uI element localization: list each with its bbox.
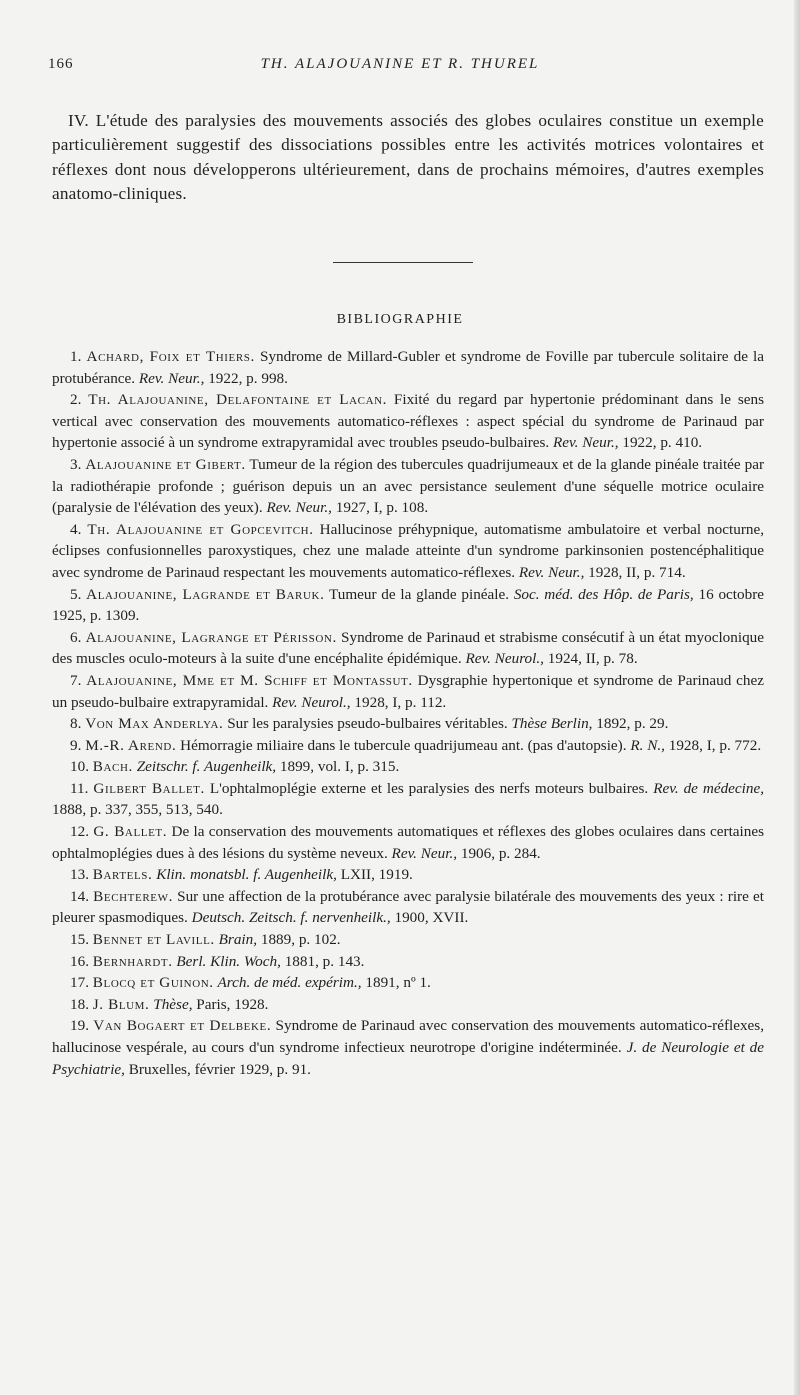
reference-item: 4. Th. Alajouanine et Gopcevitch. Hallucinose préhypnique, automatisme ambulatoire et verbal nocturne, éclipses confusionnelles paroxystiques, chez une malade atteinte d'un syndrome parkinsonien postencéphalitique avec syndrome de Parinaud respectant les mouvements automatico-réflexes. Rev. Neur., 1928, II, p. 714. (52, 520, 765, 581)
bibliography-list (52, 346, 764, 1080)
reference-item: 11. Gilbert Ballet. L'ophtalmoplégie externe et les paralysies des nerfs moteurs bulbaires. Rev. de médecine, 1888, p. 337, 355, 513, 540. (52, 779, 764, 819)
reference-item: 2. Th. Alajouanine, Delafontaine et Lacan. Fixité du regard par hypertonie prédominant dans le sens vertical avec conservation des mouvements automatico-réflexes : aspect spécial du syndrome de Parinaud par hypertonie associé à un syndrome extrapyramidal avec troubles pseudo-bulbaires. Rev. Neur., 1922, p. 410. (52, 391, 764, 452)
reference-item: 10. Bach. Zeitschr. f. Augenheilk, 1899, vol. I, p. 315. (70, 758, 400, 776)
reference-item: 5. Alajouanine, Lagrande et Baruk. Tumeur de la glande pinéale. Soc. méd. des Hôp. de Paris, 16 octobre 1925, p. 1309. (52, 585, 765, 625)
reference-item: 6. Alajouanine, Lagrange et Périsson. Syndrome de Parinaud et strabisme consécutif à un état myoclonique des muscles oculo-moteurs à la suite d'une encéphalite épidémique. Rev. Neurol., 1924, II, p. 78. (52, 628, 765, 668)
reference-item: 8. Von Max Anderlya. Sur les paralysies pseudo-bulbaires véritables. Thèse Berlin, 1892, p. 29. (70, 715, 669, 733)
reference-item: 15. Bennet et Lavill. Brain, 1889, p. 102. (70, 931, 341, 949)
reference-item: 13. Bartels. Klin. monatsbl. f. Augenheilk, LXII, 1919. (70, 866, 413, 884)
reference-item: 3. Alajouanine et Gibert. Tumeur de la région des tubercules quadrijumeaux et de la glande pinéale traitée par la radiothérapie profonde ; guérison depuis un an avec persistance seulement d'une séquelle motrice oculaire (paralysie de l'élévation des yeux). Rev. Neur., 1927, I, p. 108. (52, 455, 765, 517)
page-edge-shadow (794, 0, 800, 1395)
reference-item: 12. G. Ballet. De la conservation des mouvements automatiques et réflexes des globes oculaires dans certaines ophtalmoplégies dues à des lésions du système neveux. Rev. Neur., 1906, p. 284. (52, 823, 765, 862)
reference-item: 19. Van Bogaert et Delbeke. Syndrome de Parinaud avec conservation des mouvements automatico-réflexes, hallucinose vespérale, au cours d'un syndrome infectieux neurotrope d'origine indéterminée. J. de Neurologie et de Psychiatrie, Bruxelles, février 1929, p. 91. (52, 1017, 765, 1078)
section-divider (333, 262, 473, 263)
reference-item: 14. Bechterew. Sur une affection de la protubérance avec paralysie bilatérale des mouvements des yeux : rire et pleurer spasmodiques. Deutsch. Zeitsch. f. nervenheilk., 1900, XVII. (52, 887, 764, 927)
reference-item: 7. Alajouanine, Mme et M. Schiff et Montassut. Dysgraphie hypertonique et syndrome de Parinaud chez un pseudo-bulbaire extrapyramidal. Rev. Neurol., 1928, I, p. 112. (52, 671, 764, 711)
reference-item: 1. Achard, Foix et Thiers. Syndrome de Millard-Gubler et syndrome de Foville par tubercule solitaire de la protubérance. Rev. Neur., 1922, p. 998. (52, 348, 764, 387)
reference-item: 18. J. Blum. Thèse, Paris, 1928. (70, 995, 269, 1013)
intro-paragraph: IV. L'étude des paralysies des mouvements associés des globes oculaires constitue un exemple particulièrement suggestif des dissociations possibles entre les activités motrices volontaires et réflexes dont nous développerons ultérieurement, dans de prochains mémoires, d'autres exemples anatomo-cliniques. (52, 111, 764, 203)
reference-item: 17. Blocq et Guinon. Arch. de méd. expérim., 1891, nº 1. (70, 974, 431, 992)
reference-item: 16. Bernhardt. Berl. Klin. Woch, 1881, p. 143. (70, 952, 365, 970)
reference-item: 9. M.-R. Arend. Hémorragie miliaire dans le tubercule quadrijumeau ant. (pas d'autopsie). R. N., 1928, I, p. 772. (70, 736, 762, 754)
running-title: TH. ALAJOUANINE ET R. THUREL (260, 56, 540, 72)
page-number: 166 (48, 56, 74, 72)
page-header (48, 56, 752, 78)
bibliography-title: BIBLIOGRAPHIE (336, 312, 464, 327)
